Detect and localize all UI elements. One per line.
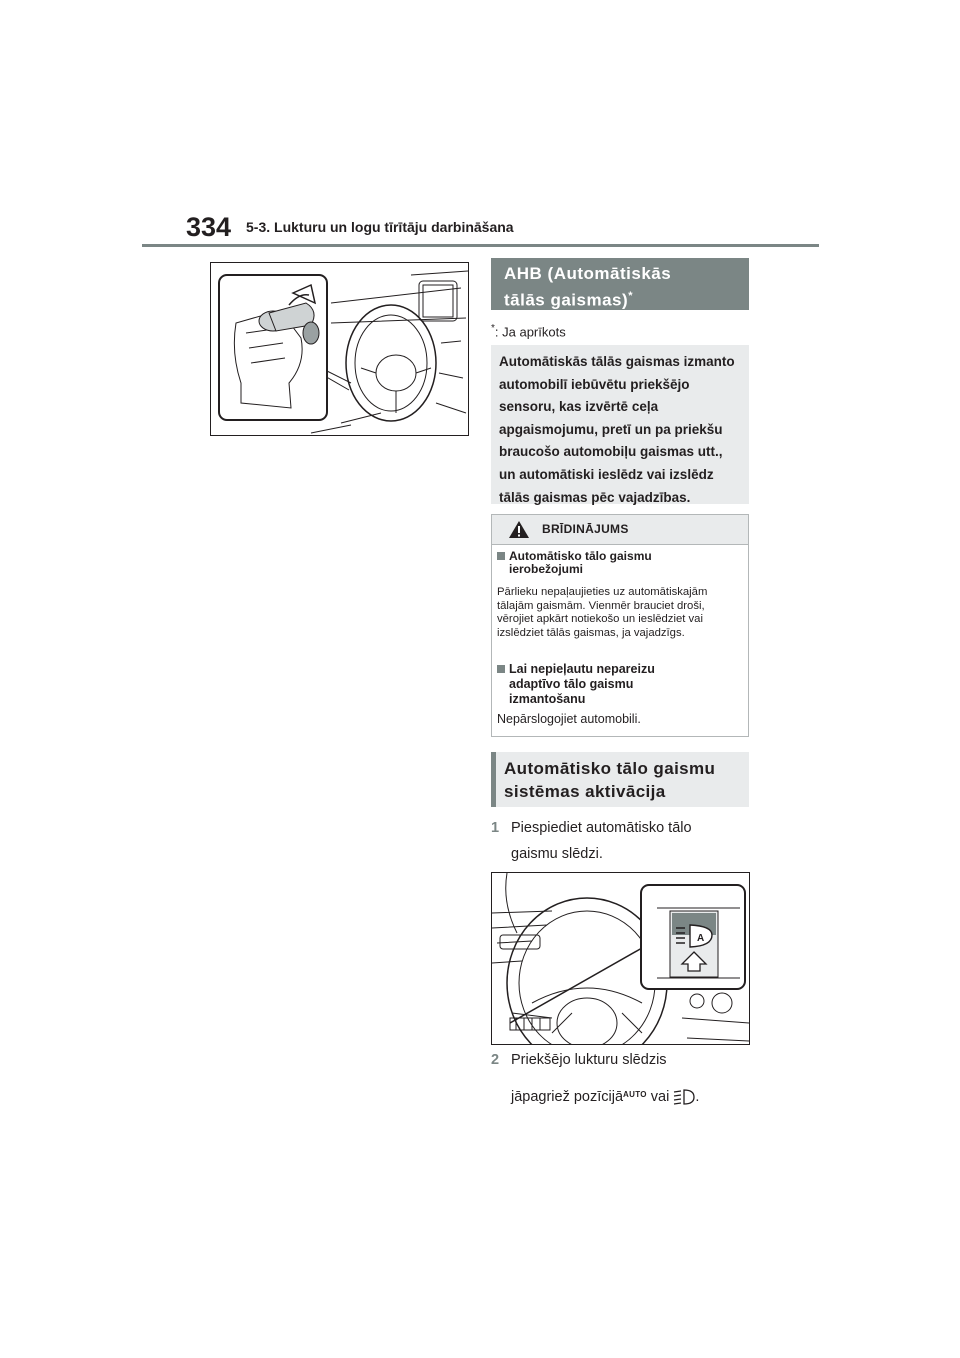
activation-heading-line2: sistēmas aktivācija bbox=[504, 782, 666, 801]
warning-triangle-icon bbox=[508, 520, 530, 539]
section-title: 5-3. Lukturu un logu tīrītāju darbināšana bbox=[246, 219, 514, 235]
intro-text: Automātiskās tālās gaismas izmanto automobilī iebūvētu priekšējo sensoru, kas izvērtē ceļa apgaismojumu, pretī un pa priekšu braucošo automobiļu gaismas utt., un automātiski ieslēdz vai izslēdz tālās gaismas pēc vajadzības. bbox=[499, 354, 735, 505]
step-2-line1: Priekšējo lukturu slēdzis bbox=[511, 1052, 667, 1068]
footnote bbox=[491, 323, 566, 339]
switch-illustration bbox=[491, 872, 750, 1045]
square-bullet-icon bbox=[497, 665, 505, 673]
warning-body-2: Nepārslogojiet automobili. bbox=[497, 712, 641, 726]
warning-subheading-2 bbox=[497, 662, 737, 707]
warning-title: BRĪDINĀJUMS bbox=[542, 522, 629, 536]
activation-heading bbox=[491, 752, 749, 807]
headlight-icon bbox=[673, 1088, 695, 1106]
warning-subheading-1 bbox=[497, 550, 737, 576]
activation-heading-line1: Automātisko tālo gaismu bbox=[504, 759, 716, 778]
svg-text:A: A bbox=[697, 933, 705, 944]
warning-body-1: Pārlieku nepaļaujieties uz automātiskajām tālajām gaismām. Vienmēr brauciet droši, vērojiet apkārt notiekošo un ieslēdziet vai izslēdziet tālās gaismas, ja vajadzīgs. bbox=[497, 586, 708, 639]
page-number: 334 bbox=[186, 212, 232, 242]
lever-illustration bbox=[210, 262, 469, 436]
header-rule bbox=[142, 244, 819, 247]
step-1-number: 1 bbox=[491, 820, 500, 836]
ahb-heading-line1: AHB (Automātiskās bbox=[504, 264, 672, 283]
ahb-heading-line2: tālās gaismas) bbox=[504, 290, 629, 310]
step-1 bbox=[491, 815, 692, 867]
step-1-line2: gaismu slēdzi. bbox=[511, 846, 603, 862]
warning-bar bbox=[492, 515, 748, 545]
ahb-heading bbox=[491, 258, 749, 310]
footnote-text: : Ja aprīkots bbox=[494, 324, 566, 340]
warning-sub2-line2: adaptīvo tālo gaismu bbox=[509, 677, 634, 691]
step-2-line2-c: . bbox=[695, 1089, 700, 1105]
step-2-line2 bbox=[491, 1082, 699, 1110]
step-2-line2-b: vai bbox=[646, 1089, 674, 1105]
ahb-asterisk: * bbox=[628, 290, 633, 302]
warning-sub1-line1: Automātisko tālo gaismu bbox=[509, 549, 652, 563]
warning-sub2-line3: izmantošanu bbox=[509, 692, 586, 706]
warning-sub1-line2: ierobežojumi bbox=[509, 562, 584, 576]
step-2 bbox=[491, 1047, 699, 1110]
step-2-number: 2 bbox=[491, 1052, 500, 1068]
step-1-line1: Piespiediet automātisko tālo bbox=[511, 820, 692, 836]
warning-sub2-line1: Lai nepieļautu nepareizu bbox=[509, 662, 655, 676]
intro-box bbox=[491, 345, 749, 504]
step-2-line2-a: jāpagriež pozīcijā bbox=[511, 1089, 624, 1105]
square-bullet-icon bbox=[497, 552, 505, 560]
footnote-mark: * bbox=[491, 323, 495, 334]
warning-box bbox=[491, 514, 749, 737]
auto-position-icon: AUTO bbox=[623, 1090, 647, 1099]
